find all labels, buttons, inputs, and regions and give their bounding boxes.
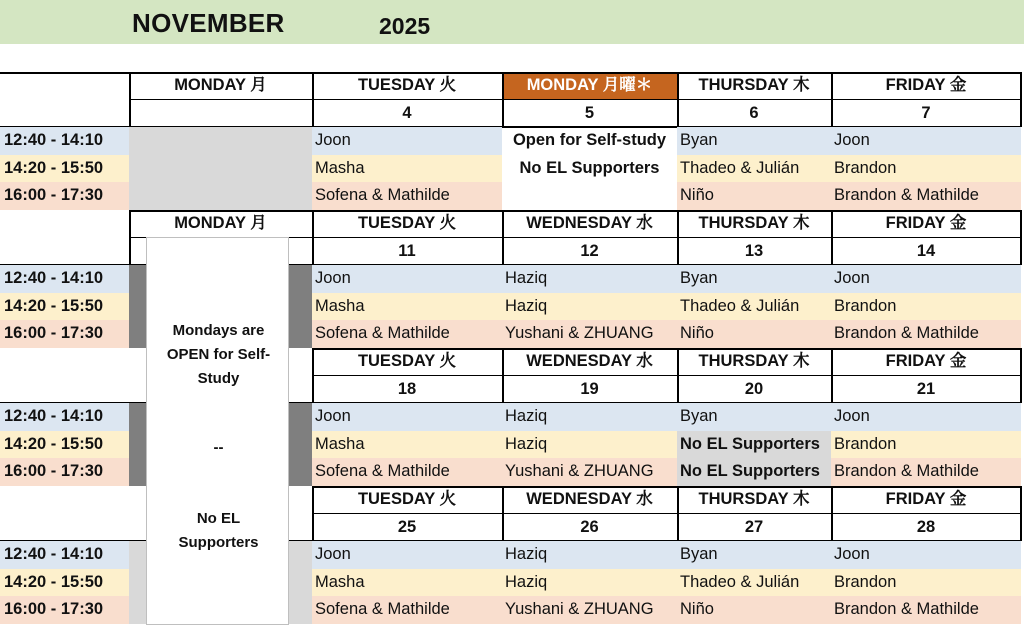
supporter-cell: Thadeo & Julián: [677, 155, 831, 183]
time-slot: 16:00 - 17:30: [0, 596, 129, 624]
supporter-cell: Joon: [312, 127, 502, 155]
supporter-cell: Brandon & Mathilde: [831, 458, 1021, 486]
supporter-cell: Joon: [831, 541, 1021, 569]
grid-line: [831, 348, 833, 403]
day-header: WEDNESDAY 水: [526, 352, 653, 370]
grid-line: [312, 72, 314, 127]
time-slot: 14:20 - 15:50: [0, 569, 129, 597]
grid-line: [831, 72, 833, 127]
day-header: WEDNESDAY 水: [526, 214, 653, 232]
grid-line: [129, 72, 1021, 74]
supporter-cell: Masha: [312, 155, 502, 183]
day-header: FRIDAY 金: [885, 76, 967, 94]
monday-note-panel: [146, 237, 289, 625]
supporter-cell: Yushani & ZHUANG: [502, 458, 677, 486]
month-title: NOVEMBER: [132, 8, 285, 38]
supporter-cell: Brandon: [831, 569, 1021, 597]
date-cell: 7: [921, 103, 931, 122]
supporter-cell: Haziq: [502, 569, 677, 597]
grid-line: [129, 210, 1021, 212]
time-slot: 12:40 - 14:10: [0, 127, 129, 155]
date-cell: 13: [744, 241, 764, 260]
date-cell: 18: [397, 379, 417, 398]
grid-line: [502, 210, 504, 265]
time-slot: 16:00 - 17:30: [0, 458, 129, 486]
monday-shade-strip: [129, 541, 146, 624]
monday-note-text: No EL: [196, 510, 241, 527]
grid-line: [677, 348, 679, 403]
monday-shade-strip: [289, 403, 312, 486]
day-header: FRIDAY 金: [885, 490, 967, 508]
grid-line: [312, 348, 1021, 350]
grid-line: [312, 375, 1021, 376]
time-slot: 12:40 - 14:10: [0, 265, 129, 293]
date-cell: 11: [398, 241, 416, 260]
supporter-cell: Haziq: [502, 403, 677, 431]
day-header: THURSDAY 木: [698, 214, 810, 232]
supporter-cell: Yushani & ZHUANG: [502, 596, 677, 624]
grid-line: [312, 513, 1021, 514]
day-header: TUESDAY 火: [357, 490, 457, 508]
supporter-cell: Joon: [312, 265, 502, 293]
supporter-cell: Joon: [831, 265, 1021, 293]
grid-line: [502, 72, 504, 127]
monday-shade-strip: [289, 541, 312, 624]
supporter-cell: Niño: [677, 320, 831, 348]
supporter-cell: Joon: [312, 541, 502, 569]
time-slot: 14:20 - 15:50: [0, 431, 129, 459]
time-slot: 16:00 - 17:30: [0, 182, 129, 210]
self-study-note: No EL Supporters: [519, 158, 660, 177]
supporter-cell: Brandon & Mathilde: [831, 320, 1021, 348]
supporter-cell: Brandon: [831, 155, 1021, 183]
monday-note-text: OPEN for Self-: [166, 346, 271, 363]
grid-line: [0, 126, 129, 127]
supporter-cell: Sofena & Mathilde: [312, 182, 502, 210]
date-cell: 6: [749, 103, 759, 122]
grid-line: [677, 72, 679, 127]
supporter-cell: Haziq: [502, 431, 677, 459]
day-header: THURSDAY 木: [698, 490, 810, 508]
day-header: WEDNESDAY 水: [526, 490, 653, 508]
time-slot: 14:20 - 15:50: [0, 293, 129, 321]
supporter-cell: Brandon & Mathilde: [831, 182, 1021, 210]
grid-line: [677, 210, 679, 265]
monday-note-text: Study: [197, 370, 240, 387]
day-header: TUESDAY 火: [357, 76, 457, 94]
grid-line: [312, 486, 314, 541]
supporter-cell: Yushani & ZHUANG: [502, 320, 677, 348]
day-header: FRIDAY 金: [885, 214, 967, 232]
grid-line: [129, 72, 131, 127]
monday-note-text: --: [213, 439, 224, 456]
date-cell: 4: [402, 103, 412, 122]
supporter-cell: Joon: [831, 127, 1021, 155]
time-slot: 12:40 - 14:10: [0, 403, 129, 431]
grid-line: [1020, 486, 1022, 541]
supporter-cell: Brandon & Mathilde: [831, 596, 1021, 624]
monday-unavailable-block: [129, 127, 312, 210]
monday-shade-strip: [129, 403, 146, 486]
day-header: THURSDAY 木: [698, 352, 810, 370]
grid-line: [312, 348, 314, 403]
supporter-cell: Brandon: [831, 431, 1021, 459]
date-cell: 21: [916, 379, 936, 398]
supporter-cell: Brandon: [831, 293, 1021, 321]
supporter-cell: Byan: [677, 541, 831, 569]
holiday-day-header: MONDAY 月曜＊: [502, 72, 677, 100]
grid-line: [129, 99, 1021, 100]
date-cell: 14: [916, 241, 936, 260]
supporter-cell: Sofena & Mathilde: [312, 596, 502, 624]
monday-shade-strip: [129, 265, 146, 348]
date-cell: [129, 100, 312, 128]
date-cell: 20: [744, 379, 764, 398]
supporter-cell: Joon: [312, 403, 502, 431]
date-cell: 25: [397, 517, 417, 536]
grid-line: [502, 486, 504, 541]
time-slot: 12:40 - 14:10: [0, 541, 129, 569]
time-slot: 16:00 - 17:30: [0, 320, 129, 348]
grid-line: [1020, 210, 1022, 265]
supporter-cell: Haziq: [502, 265, 677, 293]
date-cell: 27: [744, 517, 764, 536]
grid-line: [831, 210, 833, 265]
day-header: THURSDAY 木: [698, 76, 810, 94]
time-slot: 14:20 - 15:50: [0, 155, 129, 183]
supporter-cell: Niño: [677, 596, 831, 624]
supporter-cell: Byan: [677, 403, 831, 431]
supporter-cell: Thadeo & Julián: [677, 293, 831, 321]
supporter-cell: Haziq: [502, 293, 677, 321]
date-cell: 5: [584, 103, 595, 122]
grid-line: [129, 210, 131, 265]
grid-line: [1020, 72, 1022, 127]
supporter-cell: Joon: [831, 403, 1021, 431]
monday-shade-strip: [289, 265, 312, 348]
grid-line: [1020, 348, 1022, 403]
supporter-cell: Haziq: [502, 541, 677, 569]
day-header: MONDAY 月: [174, 214, 267, 232]
grid-line: [312, 210, 314, 265]
date-cell: 12: [580, 241, 599, 260]
self-study-note: Open for Self-study: [512, 131, 667, 150]
grid-line: [831, 486, 833, 541]
day-header: TUESDAY 火: [357, 352, 457, 370]
supporter-cell: Niño: [677, 182, 831, 210]
day-header: MONDAY 月: [174, 76, 267, 94]
no-supporters-cell: No EL Supporters: [677, 458, 831, 486]
grid-line: [0, 72, 129, 74]
supporter-cell: Sofena & Mathilde: [312, 458, 502, 486]
supporter-cell: Masha: [312, 569, 502, 597]
date-cell: 19: [580, 379, 599, 398]
supporter-cell: Masha: [312, 431, 502, 459]
date-cell: 26: [580, 517, 599, 536]
monday-note-text: Mondays are: [172, 322, 265, 339]
supporter-cell: Byan: [677, 265, 831, 293]
year-title: 2025: [379, 13, 431, 39]
supporter-cell: Masha: [312, 293, 502, 321]
day-header: TUESDAY 火: [357, 214, 457, 232]
date-cell: 28: [916, 517, 936, 536]
grid-line: [677, 486, 679, 541]
day-header: FRIDAY 金: [885, 352, 967, 370]
grid-line: [312, 486, 1021, 488]
supporter-cell: Thadeo & Julián: [677, 569, 831, 597]
monday-note-text: Supporters: [178, 534, 259, 551]
supporter-cell: Sofena & Mathilde: [312, 320, 502, 348]
no-supporters-cell: No EL Supporters: [677, 431, 831, 459]
grid-line: [502, 348, 504, 403]
supporter-cell: Byan: [677, 127, 831, 155]
